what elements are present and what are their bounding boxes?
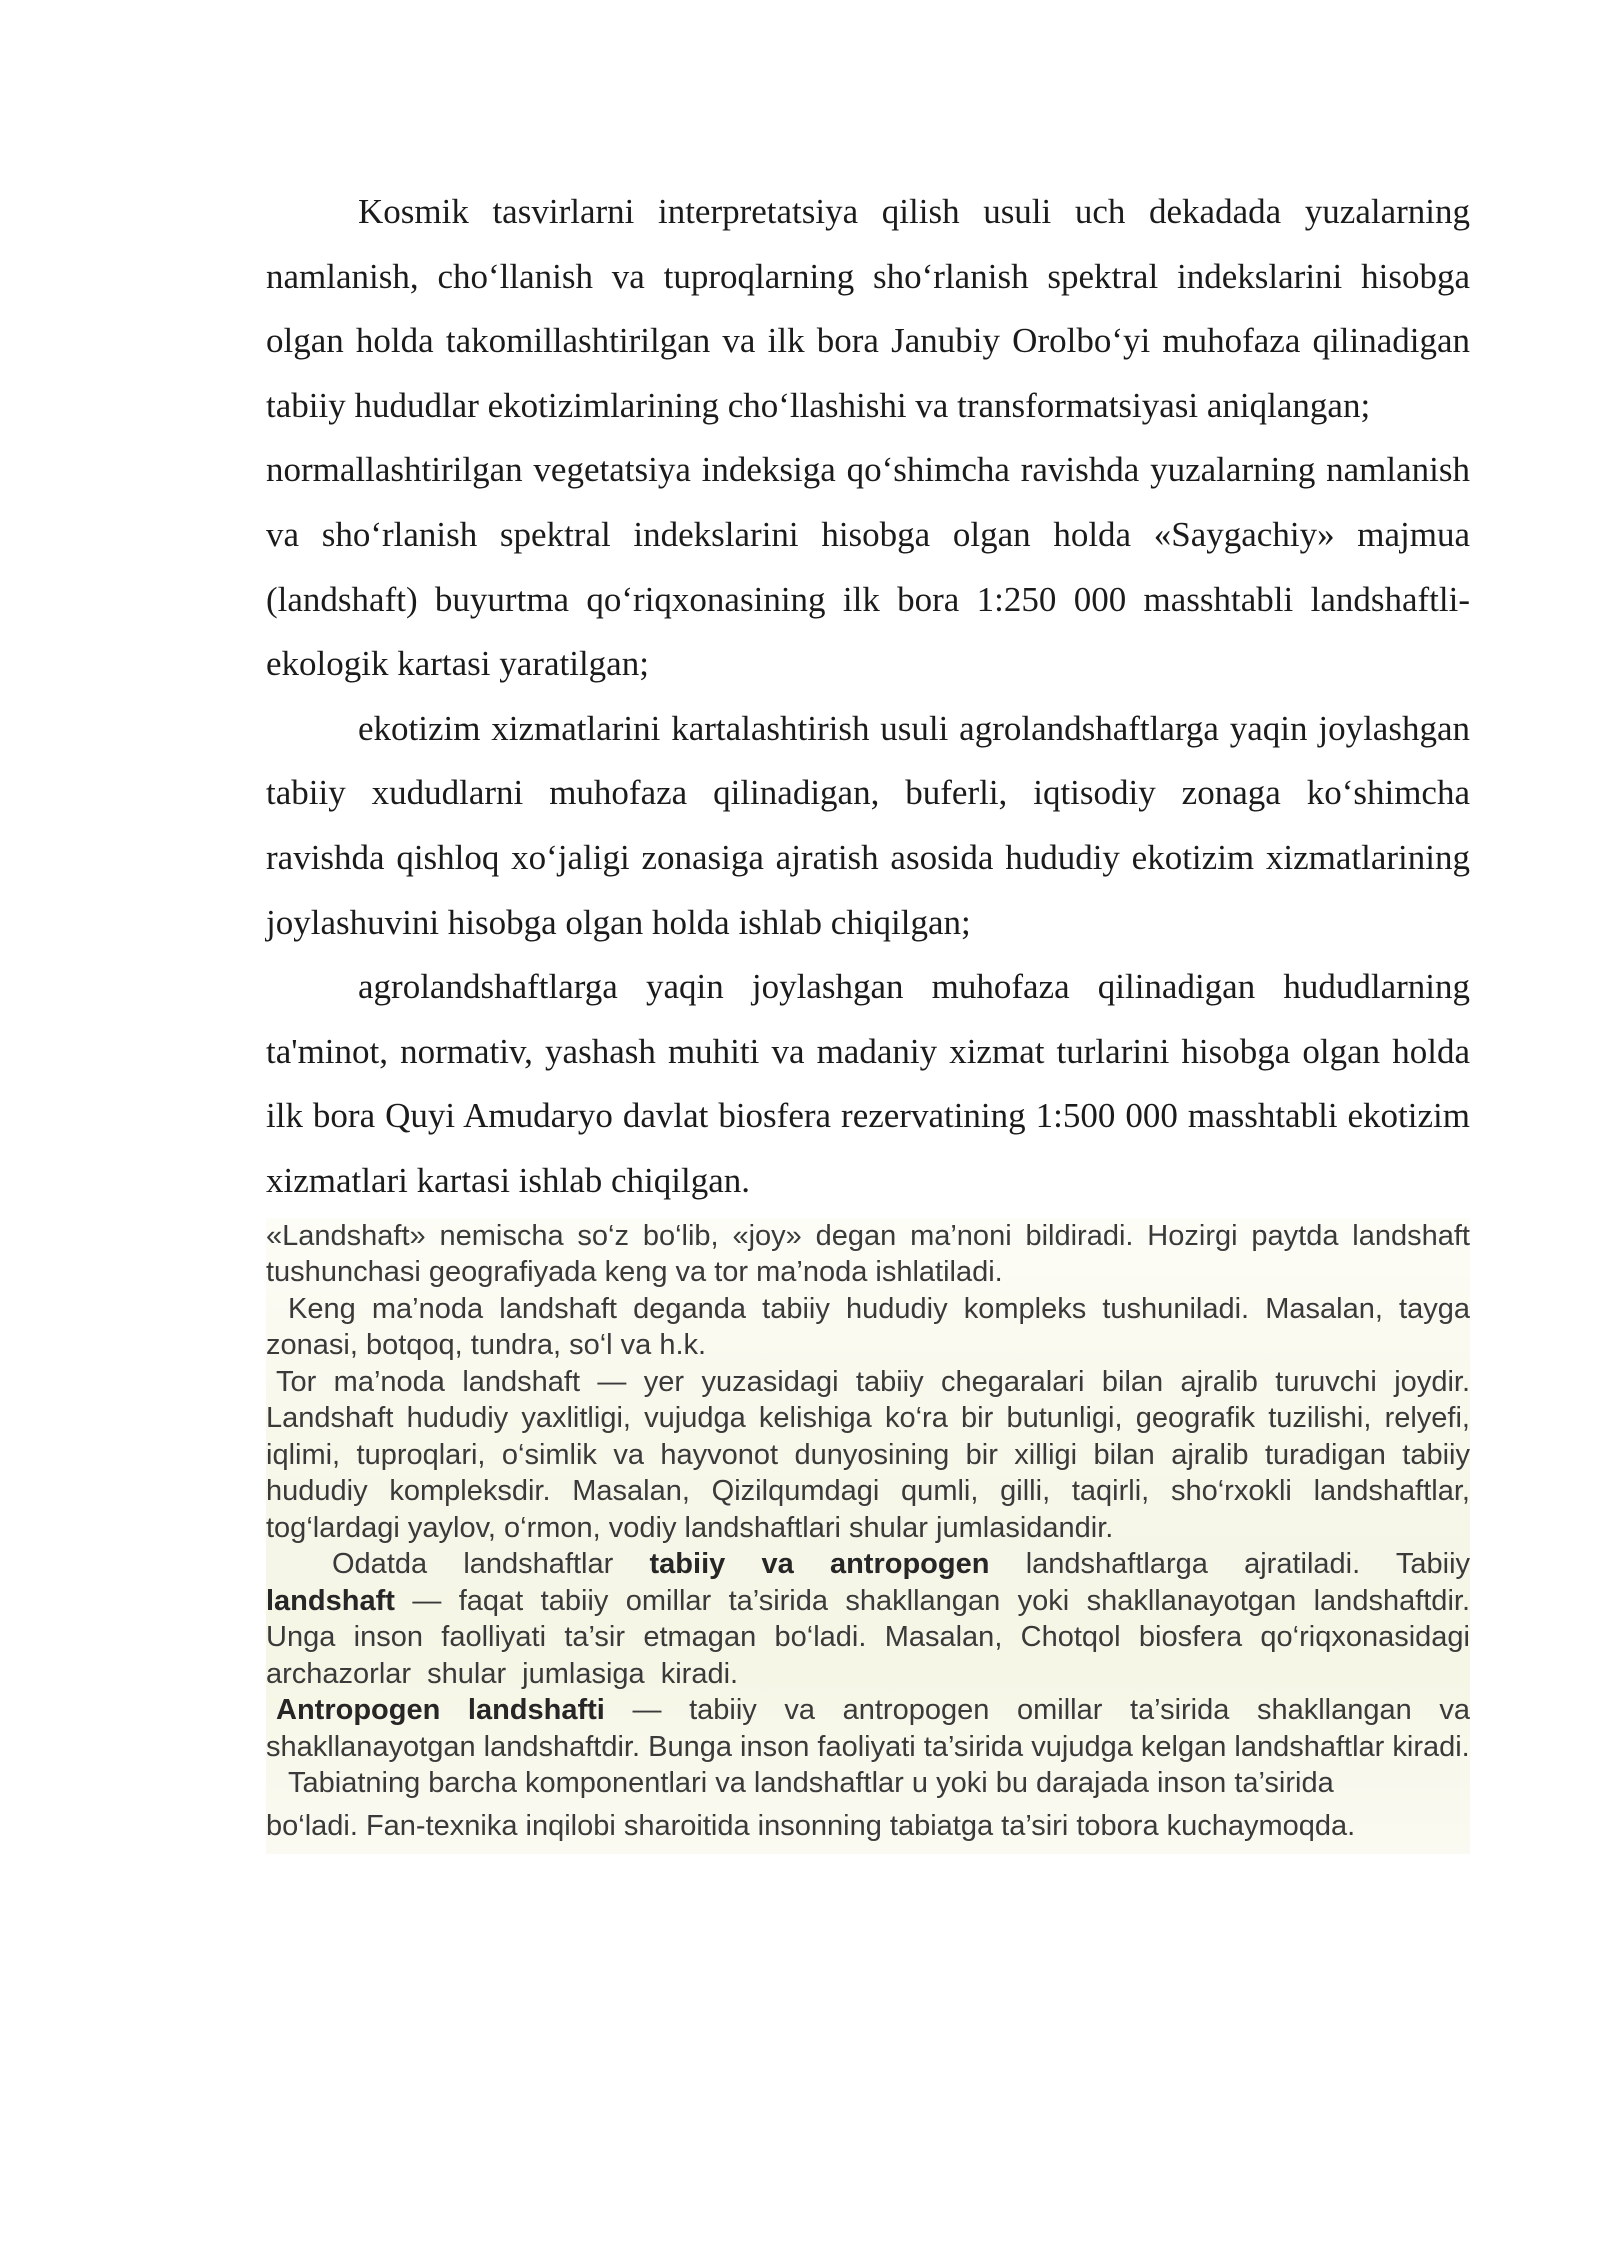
bold-term-antropogen-landshafti: Antropogen landshafti <box>276 1694 605 1726</box>
bold-term-natural-anthropogenic: tabiiy va antropogen <box>649 1548 990 1580</box>
bold-term-landshaft: landshaft <box>266 1584 395 1617</box>
paragraph-anthropogenic-landscape <box>266 1692 1470 1765</box>
paragraph-broad-meaning: Keng ma’noda landshaft deganda tabiiy hududiy kompleks tushuniladi. Masalan, tayga zonasi, botqoq, tundra, so‘l va h.k. <box>266 1292 1470 1361</box>
paragraph-ecosystem-services-method: ekotizim xizmatlarini kartalashtirish usuli agrolandshaftlarga yaqin joylashgan tabiiy xududlarni muhofaza qilinadigan, buferli, iqtisodiy zonaga ko‘shimcha ravishda qishloq xo‘jaligi zonasiga ajratish asosida hududiy ekotizim xizmatlarining joylashuvini hisobga olgan holda ishlab chiqilgan; <box>266 708 1470 942</box>
paragraph-human-impact-line1: Tabiatning barcha komponentlari va landshaftlar u yoki bu darajada inson ta’sirida <box>288 1767 1334 1799</box>
text-run: — tabiiy va antropogen omillar ta’sirida shakllangan va shakllanayotgan landshaftdir. Bunga inson faoliyati ta’sirida vujudga kelgan landshaftlar kiradi. <box>266 1694 1470 1763</box>
paragraph-amudaryo-biosphere-map: agrolandshaftlarga yaqin joylashgan muhofaza qilinadigan hududlarning ta'minot, normativ, yashash muhiti va madaniy xizmat turlarini hisobga olgan holda ilk bora Quyi Amudaryo davlat biosfera rezervatining 1:500 000 masshtabli ekotizim xizmatlari kartasi ishlab chiqilgan. <box>266 967 1470 1200</box>
paragraph-landscape-types <box>266 1546 1470 1692</box>
text-run: — faqat tabiiy omillar ta’sirida shakllangan yoki shakllanayotgan landshaftdir. Unga inson faolliyati ta’sir etmagan bo‘ladi. Masalan, Chotqol biosfera qo‘riqxonasidagi archazorlar shular jumlasiga kiradi. <box>266 1584 1470 1690</box>
page-content <box>266 180 1470 1854</box>
paragraph-human-impact-line2: bo‘ladi. Fan-texnika inqilobi sharoitida insonning tabiatga ta’siri tobora kuchaymoqda. <box>266 1809 1356 1842</box>
paragraph-narrow-meaning: Tor ma’noda landshaft — yer yuzasidagi tabiiy chegaralari bilan ajralib turuvchi joydir. Landshaft hududiy yaxlitligi, vujudga kelishiga ko‘ra bir butunligi, geografik tuzilishi, relyefi, iqlimi, tuproqlari, o‘simlik va hayvonot dunyosining bir xilligi bilan ajralib turadigan tabiiy hududiy kompleksdir. Masalan, Qizilqumdagi qumli, gilli, taqirli, sho‘rxokli landshaftlar, tog‘lardagi yaylov, o‘rmon, vodiy landshaftlari shular jumlasidandir. <box>266 1365 1470 1544</box>
text-run: landshaftlarga ajratiladi. Tabiiy <box>989 1548 1471 1580</box>
paragraph-space-imagery-method: Kosmik tasvirlarni interpretatsiya qilish usuli uch dekadada yuzalarning namlanish, cho‘llanish va tuproqlarning sho‘rlanish spektral indekslarini hisobga olgan holda takomillashtirilgan va ilk bora Janubiy Orolbo‘yi muhofaza qilinadigan tabiiy hududlar ekotizimlarining cho‘llashishi va transformatsiyasi aniqlangan; <box>266 192 1470 425</box>
text-run: Odatda landshaftlar <box>332 1548 650 1580</box>
landscape-definition-section <box>266 1218 1470 1854</box>
paragraph-saygachiy-map: normallashtirilgan vegetatsiya indeksiga qo‘shimcha ravishda yuzalarning namlanish va sho‘rlanish spektral indekslarini hisobga olgan holda «Saygachiy» majmua (landshaft) buyurtma qo‘riqxonasining ilk bora 1:250 000 masshtabli landshaftli-ekologik kartasi yaratilgan; <box>266 450 1470 684</box>
paragraph-landshaft-meaning: «Landshaft» nemischa so‘z bo‘lib, «joy» degan ma’noni bildiradi. Hozirgi paytda landshaft tushunchasi geografiyada keng va tor ma’noda ishlatiladi. <box>266 1219 1470 1288</box>
